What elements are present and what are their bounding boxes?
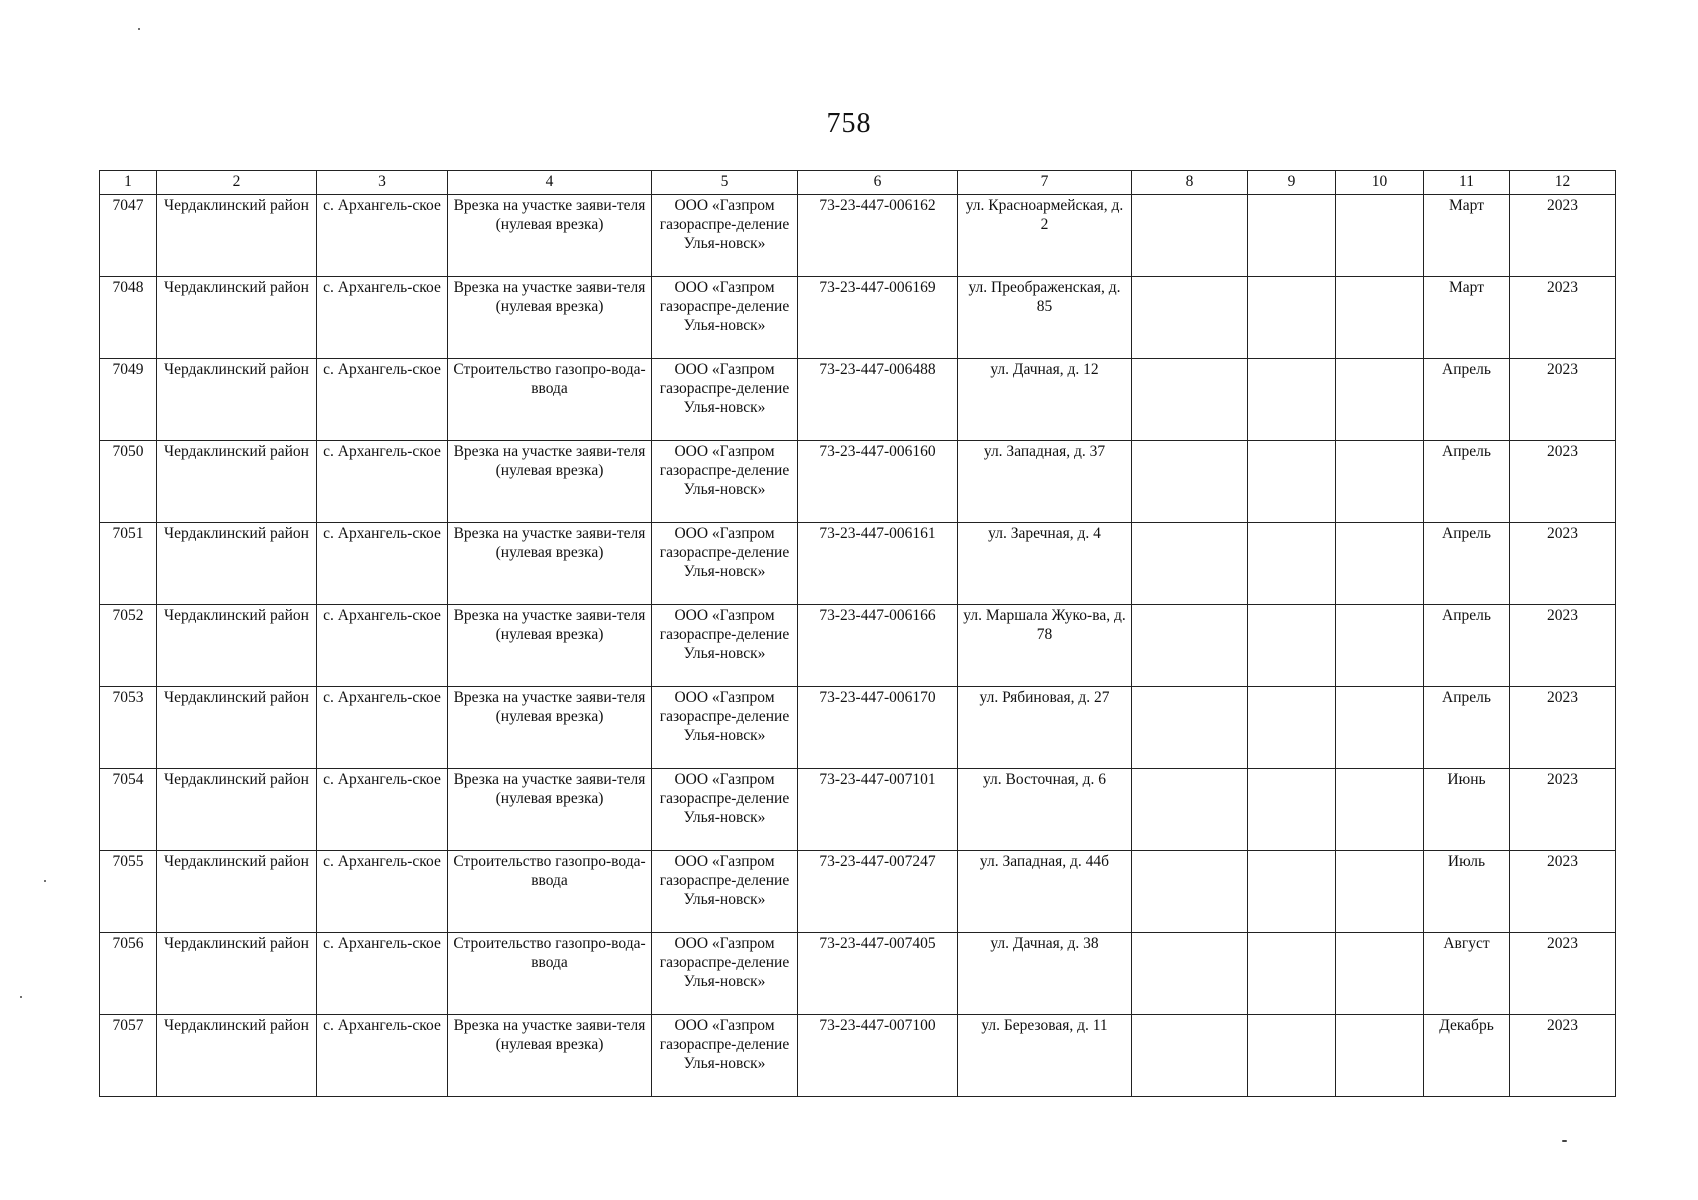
- column-8-cell: [1132, 687, 1248, 769]
- month-cell: Апрель: [1424, 605, 1510, 687]
- table-row: [100, 687, 1616, 769]
- column-header: 3: [317, 171, 448, 195]
- organization-cell: ООО «Газпром газораспре-деление Улья-новск»: [652, 851, 798, 933]
- column-10-cell: [1336, 851, 1424, 933]
- work-type-cell: Врезка на участке заяви-теля (нулевая врезка): [448, 1015, 652, 1097]
- year-cell: 2023: [1510, 1015, 1616, 1097]
- settlement-cell: с. Архангель-ское: [317, 851, 448, 933]
- organization-cell: ООО «Газпром газораспре-деление Улья-новск»: [652, 933, 798, 1015]
- scan-speck: [138, 28, 140, 30]
- table-row: [100, 195, 1616, 277]
- work-type-cell: Строительство газопро-вода-ввода: [448, 933, 652, 1015]
- column-8-cell: [1132, 933, 1248, 1015]
- column-9-cell: [1248, 687, 1336, 769]
- year-cell: 2023: [1510, 359, 1616, 441]
- column-9-cell: [1248, 933, 1336, 1015]
- column-header: 6: [798, 171, 958, 195]
- object-code-cell: 73-23-447-006161: [798, 523, 958, 605]
- column-8-cell: [1132, 523, 1248, 605]
- month-cell: Март: [1424, 195, 1510, 277]
- row-number-cell: 7053: [100, 687, 157, 769]
- column-header: 12: [1510, 171, 1616, 195]
- month-cell: Апрель: [1424, 523, 1510, 605]
- column-10-cell: [1336, 359, 1424, 441]
- month-cell: Апрель: [1424, 359, 1510, 441]
- column-10-cell: [1336, 277, 1424, 359]
- column-header: 5: [652, 171, 798, 195]
- column-8-cell: [1132, 1015, 1248, 1097]
- address-cell: ул. Дачная, д. 38: [958, 933, 1132, 1015]
- work-type-cell: Строительство газопро-вода-ввода: [448, 359, 652, 441]
- organization-cell: ООО «Газпром газораспре-деление Улья-новск»: [652, 1015, 798, 1097]
- object-code-cell: 73-23-447-006160: [798, 441, 958, 523]
- month-cell: Июнь: [1424, 769, 1510, 851]
- column-8-cell: [1132, 605, 1248, 687]
- scan-speck: [20, 996, 22, 998]
- settlement-cell: с. Архангель-ское: [317, 769, 448, 851]
- row-number-cell: 7050: [100, 441, 157, 523]
- column-header: 4: [448, 171, 652, 195]
- row-number-cell: 7056: [100, 933, 157, 1015]
- column-header: 9: [1248, 171, 1336, 195]
- month-cell: Март: [1424, 277, 1510, 359]
- year-cell: 2023: [1510, 605, 1616, 687]
- address-cell: ул. Восточная, д. 6: [958, 769, 1132, 851]
- header-row: [100, 171, 1616, 195]
- column-header: 8: [1132, 171, 1248, 195]
- work-type-cell: Врезка на участке заяви-теля (нулевая врезка): [448, 687, 652, 769]
- data-table: [99, 170, 1616, 1097]
- district-cell: Чердаклинский район: [157, 441, 317, 523]
- district-cell: Чердаклинский район: [157, 769, 317, 851]
- address-cell: ул. Западная, д. 37: [958, 441, 1132, 523]
- district-cell: Чердаклинский район: [157, 1015, 317, 1097]
- page-number: 758: [826, 108, 872, 139]
- table-row: [100, 277, 1616, 359]
- year-cell: 2023: [1510, 277, 1616, 359]
- column-10-cell: [1336, 523, 1424, 605]
- column-8-cell: [1132, 195, 1248, 277]
- table-row: [100, 441, 1616, 523]
- month-cell: Август: [1424, 933, 1510, 1015]
- table-row: [100, 605, 1616, 687]
- column-header: 7: [958, 171, 1132, 195]
- row-number-cell: 7048: [100, 277, 157, 359]
- column-8-cell: [1132, 441, 1248, 523]
- table-row: [100, 769, 1616, 851]
- year-cell: 2023: [1510, 851, 1616, 933]
- row-number-cell: 7055: [100, 851, 157, 933]
- column-10-cell: [1336, 769, 1424, 851]
- organization-cell: ООО «Газпром газораспре-деление Улья-новск»: [652, 441, 798, 523]
- row-number-cell: 7052: [100, 605, 157, 687]
- table-row: [100, 359, 1616, 441]
- settlement-cell: с. Архангель-ское: [317, 605, 448, 687]
- object-code-cell: 73-23-447-006488: [798, 359, 958, 441]
- column-10-cell: [1336, 933, 1424, 1015]
- district-cell: Чердаклинский район: [157, 359, 317, 441]
- organization-cell: ООО «Газпром газораспре-деление Улья-новск»: [652, 359, 798, 441]
- column-10-cell: [1336, 687, 1424, 769]
- row-number-cell: 7054: [100, 769, 157, 851]
- organization-cell: ООО «Газпром газораспре-деление Улья-новск»: [652, 277, 798, 359]
- address-cell: ул. Преображенская, д. 85: [958, 277, 1132, 359]
- month-cell: Декабрь: [1424, 1015, 1510, 1097]
- address-cell: ул. Маршала Жуко-ва, д. 78: [958, 605, 1132, 687]
- address-cell: ул. Заречная, д. 4: [958, 523, 1132, 605]
- column-10-cell: [1336, 441, 1424, 523]
- work-type-cell: Врезка на участке заяви-теля (нулевая врезка): [448, 277, 652, 359]
- work-type-cell: Врезка на участке заяви-теля (нулевая врезка): [448, 195, 652, 277]
- column-9-cell: [1248, 441, 1336, 523]
- year-cell: 2023: [1510, 933, 1616, 1015]
- year-cell: 2023: [1510, 441, 1616, 523]
- column-9-cell: [1248, 277, 1336, 359]
- settlement-cell: с. Архангель-ское: [317, 277, 448, 359]
- district-cell: Чердаклинский район: [157, 605, 317, 687]
- column-9-cell: [1248, 851, 1336, 933]
- settlement-cell: с. Архангель-ское: [317, 933, 448, 1015]
- scan-speck: [1562, 1140, 1567, 1142]
- column-header: 11: [1424, 171, 1510, 195]
- organization-cell: ООО «Газпром газораспре-деление Улья-новск»: [652, 769, 798, 851]
- object-code-cell: 73-23-447-007405: [798, 933, 958, 1015]
- district-cell: Чердаклинский район: [157, 933, 317, 1015]
- column-header: 2: [157, 171, 317, 195]
- settlement-cell: с. Архангель-ское: [317, 687, 448, 769]
- month-cell: Апрель: [1424, 687, 1510, 769]
- column-8-cell: [1132, 851, 1248, 933]
- work-type-cell: Врезка на участке заяви-теля (нулевая врезка): [448, 523, 652, 605]
- year-cell: 2023: [1510, 769, 1616, 851]
- work-type-cell: Врезка на участке заяви-теля (нулевая врезка): [448, 441, 652, 523]
- year-cell: 2023: [1510, 523, 1616, 605]
- row-number-cell: 7051: [100, 523, 157, 605]
- table-row: [100, 1015, 1616, 1097]
- work-type-cell: Врезка на участке заяви-теля (нулевая врезка): [448, 769, 652, 851]
- district-cell: Чердаклинский район: [157, 523, 317, 605]
- address-cell: ул. Березовая, д. 11: [958, 1015, 1132, 1097]
- column-9-cell: [1248, 359, 1336, 441]
- object-code-cell: 73-23-447-007247: [798, 851, 958, 933]
- column-header: 1: [100, 171, 157, 195]
- table-row: [100, 851, 1616, 933]
- column-10-cell: [1336, 1015, 1424, 1097]
- year-cell: 2023: [1510, 195, 1616, 277]
- scan-speck: [44, 880, 46, 882]
- object-code-cell: 73-23-447-006169: [798, 277, 958, 359]
- address-cell: ул. Западная, д. 44б: [958, 851, 1132, 933]
- object-code-cell: 73-23-447-007100: [798, 1015, 958, 1097]
- column-header: 10: [1336, 171, 1424, 195]
- column-9-cell: [1248, 195, 1336, 277]
- column-8-cell: [1132, 769, 1248, 851]
- column-10-cell: [1336, 195, 1424, 277]
- column-9-cell: [1248, 769, 1336, 851]
- organization-cell: ООО «Газпром газораспре-деление Улья-новск»: [652, 687, 798, 769]
- row-number-cell: 7047: [100, 195, 157, 277]
- column-8-cell: [1132, 359, 1248, 441]
- month-cell: Июль: [1424, 851, 1510, 933]
- district-cell: Чердаклинский район: [157, 195, 317, 277]
- district-cell: Чердаклинский район: [157, 687, 317, 769]
- column-9-cell: [1248, 605, 1336, 687]
- year-cell: 2023: [1510, 687, 1616, 769]
- settlement-cell: с. Архангель-ское: [317, 523, 448, 605]
- settlement-cell: с. Архангель-ское: [317, 441, 448, 523]
- object-code-cell: 73-23-447-006162: [798, 195, 958, 277]
- column-8-cell: [1132, 277, 1248, 359]
- work-type-cell: Строительство газопро-вода-ввода: [448, 851, 652, 933]
- object-code-cell: 73-23-447-006170: [798, 687, 958, 769]
- column-9-cell: [1248, 523, 1336, 605]
- district-cell: Чердаклинский район: [157, 277, 317, 359]
- table-body: [100, 195, 1616, 1097]
- object-code-cell: 73-23-447-006166: [798, 605, 958, 687]
- address-cell: ул. Дачная, д. 12: [958, 359, 1132, 441]
- address-cell: ул. Красноармейская, д. 2: [958, 195, 1132, 277]
- row-number-cell: 7057: [100, 1015, 157, 1097]
- work-type-cell: Врезка на участке заяви-теля (нулевая врезка): [448, 605, 652, 687]
- settlement-cell: с. Архангель-ское: [317, 195, 448, 277]
- organization-cell: ООО «Газпром газораспре-деление Улья-новск»: [652, 195, 798, 277]
- address-cell: ул. Рябиновая, д. 27: [958, 687, 1132, 769]
- table-row: [100, 523, 1616, 605]
- settlement-cell: с. Архангель-ское: [317, 1015, 448, 1097]
- month-cell: Апрель: [1424, 441, 1510, 523]
- table-row: [100, 933, 1616, 1015]
- district-cell: Чердаклинский район: [157, 851, 317, 933]
- organization-cell: ООО «Газпром газораспре-деление Улья-новск»: [652, 605, 798, 687]
- row-number-cell: 7049: [100, 359, 157, 441]
- column-10-cell: [1336, 605, 1424, 687]
- organization-cell: ООО «Газпром газораспре-деление Улья-новск»: [652, 523, 798, 605]
- object-code-cell: 73-23-447-007101: [798, 769, 958, 851]
- settlement-cell: с. Архангель-ское: [317, 359, 448, 441]
- column-9-cell: [1248, 1015, 1336, 1097]
